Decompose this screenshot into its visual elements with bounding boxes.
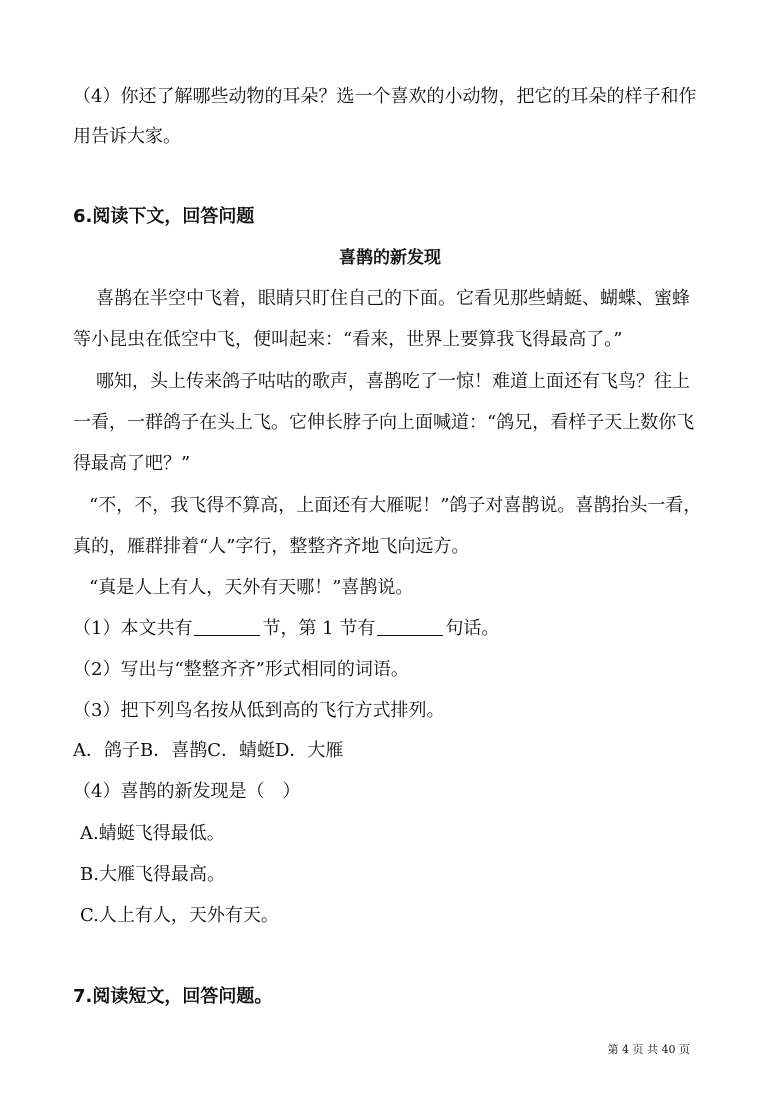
passage-paragraph-3-line-2: 真的，雁群排着“人”字行，整整齐齐地飞向远方。 — [73, 536, 470, 557]
sub-question-1-text-a: （1）本文共有 — [73, 618, 193, 639]
answer-blank-sentences[interactable] — [377, 617, 443, 636]
sub-question-2: （2）写出与“整整齐齐”形式相同的词语。 — [73, 659, 409, 680]
question-5-4-line-1: （4）你还了解哪些动物的耳朵？选一个喜欢的小动物，把它的耳朵的样子和作 — [73, 86, 697, 107]
passage-title: 喜鹊的新发现 — [339, 248, 441, 268]
sub-question-1 — [73, 617, 499, 641]
sub-question-3: （3）把下列鸟名按从低到高的飞行方式排列。 — [73, 700, 445, 721]
sub-question-4: （4）喜鹊的新发现是（ ） — [73, 781, 301, 802]
passage-paragraph-1-line-2: 等小昆虫在低空中飞，便叫起来：“看来，世界上要算我飞得最高了。” — [73, 329, 623, 350]
passage-paragraph-2-line-1: 哪知，头上传来鸽子咕咕的歌声，喜鹊吃了一惊！难道上面还有飞鸟？往上 — [96, 371, 690, 392]
passage-paragraph-2-line-3: 得最高了吧？” — [73, 453, 191, 474]
sub-question-1-text-b: 节，第 1 节有 — [262, 618, 376, 639]
question-6-heading: 6.阅读下文，回答问题 — [73, 206, 255, 227]
sub-question-4-option-a: A.蜻蜓飞得最低。 — [80, 823, 225, 844]
question-7-heading: 7.阅读短文，回答问题。 — [73, 986, 273, 1007]
passage-paragraph-3-line-1: “不，不，我飞得不算高，上面还有大雁呢！”鸽子对喜鹊说。喜鹊抬头一看， — [89, 495, 702, 516]
passage-paragraph-4: “真是人上有人，天外有天哪！”喜鹊说。 — [89, 577, 414, 598]
question-5-4-line-2: 用告诉大家。 — [73, 126, 181, 147]
page-number: 第 4 页 共 40 页 — [607, 1043, 690, 1056]
passage-paragraph-1-line-1: 喜鹊在半空中飞着，眼睛只盯住自己的下面。它看见那些蜻蜓、蝴蝶、蜜蜂 — [96, 288, 690, 309]
sub-question-1-text-c: 句话。 — [445, 618, 500, 639]
answer-blank-sections[interactable] — [194, 617, 260, 636]
passage-paragraph-2-line-2: 一看，一群鸽子在头上飞。它伸长脖子向上面喊道：“鸽兄，看样子天上数你飞 — [73, 412, 695, 433]
sub-question-3-options: A．鸽子B．喜鹊C．蜻蜓D．大雁 — [73, 740, 344, 761]
sub-question-4-option-c: C.人上有人，天外有天。 — [80, 905, 279, 926]
sub-question-4-option-b: B.大雁飞得最高。 — [80, 864, 225, 885]
